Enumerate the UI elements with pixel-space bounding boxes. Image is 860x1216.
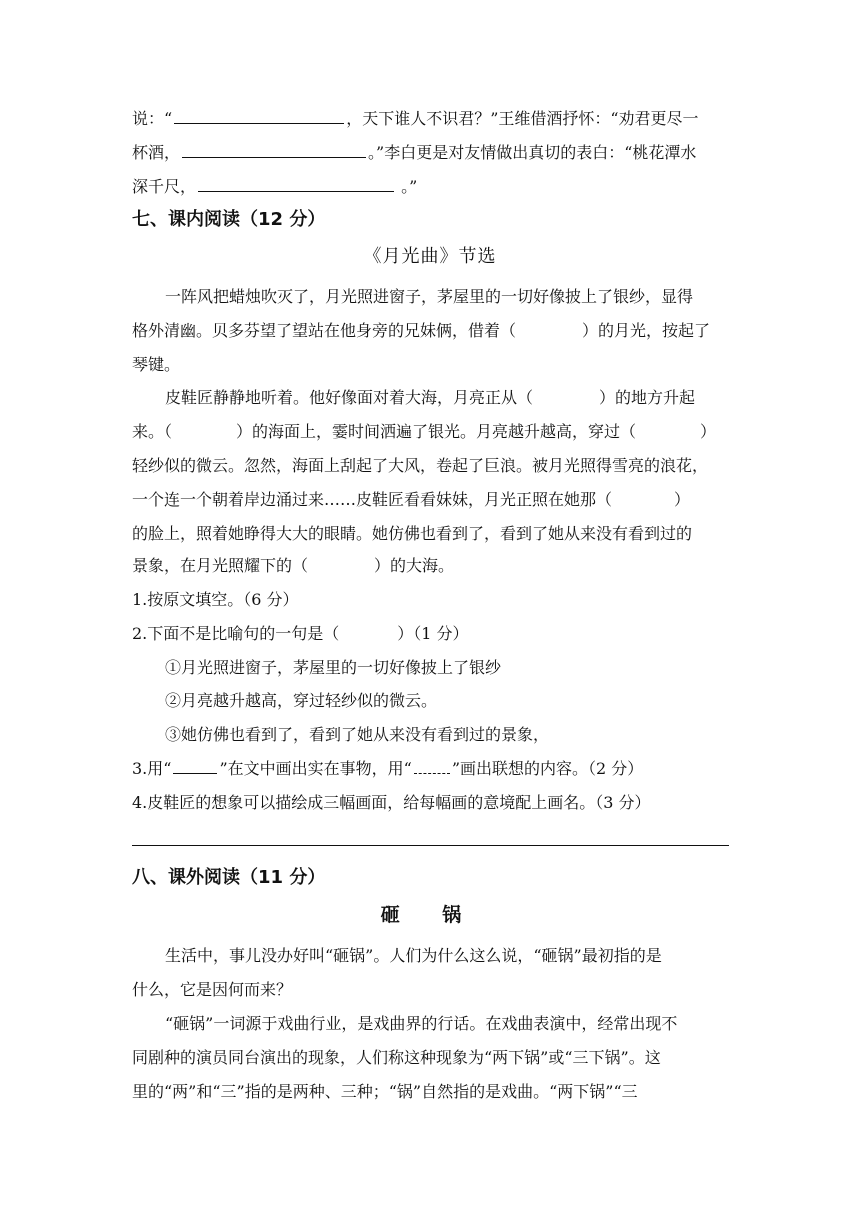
- paragraph-line: 里的“两”和“三”指的是两种、三种；“锅”自然指的是戏曲。“两下锅”“三: [132, 1082, 638, 1101]
- question-3: [132, 759, 643, 779]
- answer-line: [132, 845, 729, 846]
- text: ）的地方升起: [599, 388, 696, 407]
- paragraph-line: 生活中，事儿没办好叫“砸锅”。人们为什么这么说，“砸锅”最初指的是: [165, 946, 662, 965]
- paragraph-line: 同剧种的演员同台演出的现象，人们称这种现象为“两下锅”或“三下锅”。这: [132, 1048, 661, 1067]
- text: ，天下谁人不识君？”王维借酒抒怀：“劝君更尽一: [346, 109, 699, 128]
- text: 来。（: [132, 422, 173, 441]
- answer-blank[interactable]: [182, 143, 366, 158]
- question-2: [132, 624, 469, 644]
- section-7-heading: 七、课内阅读（12 分）: [132, 209, 326, 230]
- text: 。”: [396, 177, 418, 196]
- straight-underline-sample: [173, 759, 217, 774]
- text: 皮鞋匠静静地听着。他好像面对着大海，月亮正从（: [165, 388, 534, 407]
- question-2-option-3: ③她仿佛也看到了，看到了她从来没有看到过的景象，: [165, 725, 550, 744]
- text: 一个连一个朝着岸边涌过来……皮鞋匠看看妹妹，月光正照在她那（: [132, 490, 613, 509]
- poem-line-3: [132, 177, 417, 197]
- text: ”画出联想的内容。（2 分）: [451, 759, 644, 778]
- paragraph-line: 什么，它是因何而来？: [132, 980, 293, 999]
- text: 格外清幽。贝多芬望了望站在他身旁的兄妹俩，借着（: [132, 321, 517, 340]
- text: 说：“: [132, 109, 173, 128]
- passage-title: 《月光曲》节选: [363, 246, 497, 267]
- passage-title: 砸 锅: [380, 904, 480, 926]
- text: ）的大海。: [374, 556, 455, 575]
- paragraph-line: 轻纱似的微云。忽然，海面上刮起了大风，卷起了巨浪。被月光照得雪亮的浪花，: [132, 456, 709, 475]
- paragraph-line: 琴键。: [132, 355, 181, 374]
- paragraph-line: [132, 321, 710, 341]
- paragraph-line: “砸锅”一词源于戏曲行业，是戏曲界的行话。在戏曲表演中，经常出现不: [165, 1014, 678, 1033]
- answer-blank[interactable]: [198, 177, 394, 192]
- poem-line-2: [132, 143, 696, 163]
- paragraph-line: 一阵风把蜡烛吹灭了，月光照进窗子，茅屋里的一切好像披上了银纱，显得: [165, 287, 694, 306]
- paragraph-line: 的脸上，照着她睁得大大的眼睛。她仿佛也看到了，看到了她从来没有看到过的: [132, 524, 693, 543]
- paragraph-line: [132, 556, 454, 576]
- dashed-underline-sample: [414, 759, 450, 774]
- question-1: 1.按原文填空。（6 分）: [132, 590, 299, 609]
- question-4: 4.皮鞋匠的想象可以描绘成三幅画面，给每幅画的意境配上画名。（3 分）: [132, 793, 651, 812]
- text: 深千尺，: [132, 177, 197, 196]
- text: 景象，在月光照耀下的（: [132, 556, 309, 575]
- text: ）: [700, 422, 717, 441]
- text: ）的海面上，霎时间洒遍了银光。月亮越升越高，穿过（: [236, 422, 637, 441]
- text: 。”李白更是对友情做出真切的表白：“桃花潭水: [368, 143, 697, 162]
- text: 3.用“: [132, 759, 172, 778]
- poem-line-1: [132, 109, 699, 129]
- section-8-heading: 八、课外阅读（11 分）: [132, 867, 326, 888]
- text: ）的月光，按起了: [582, 321, 711, 340]
- answer-blank[interactable]: [174, 109, 344, 124]
- text: ”在文中画出实在事物，用“: [219, 759, 412, 778]
- question-2-option-1: ①月光照进窗子，茅屋里的一切好像披上了银纱: [165, 658, 502, 677]
- text: ）（1 分）: [397, 624, 469, 643]
- paragraph-line: [165, 388, 695, 408]
- text: ）: [674, 490, 691, 509]
- paragraph-line: [132, 490, 690, 510]
- paragraph-line: [132, 422, 716, 442]
- question-2-option-2: ②月亮越升越高，穿过轻纱似的微云。: [165, 691, 438, 710]
- text: 2.下面不是比喻句的一句是（: [132, 624, 340, 643]
- text: 杯酒，: [132, 143, 181, 162]
